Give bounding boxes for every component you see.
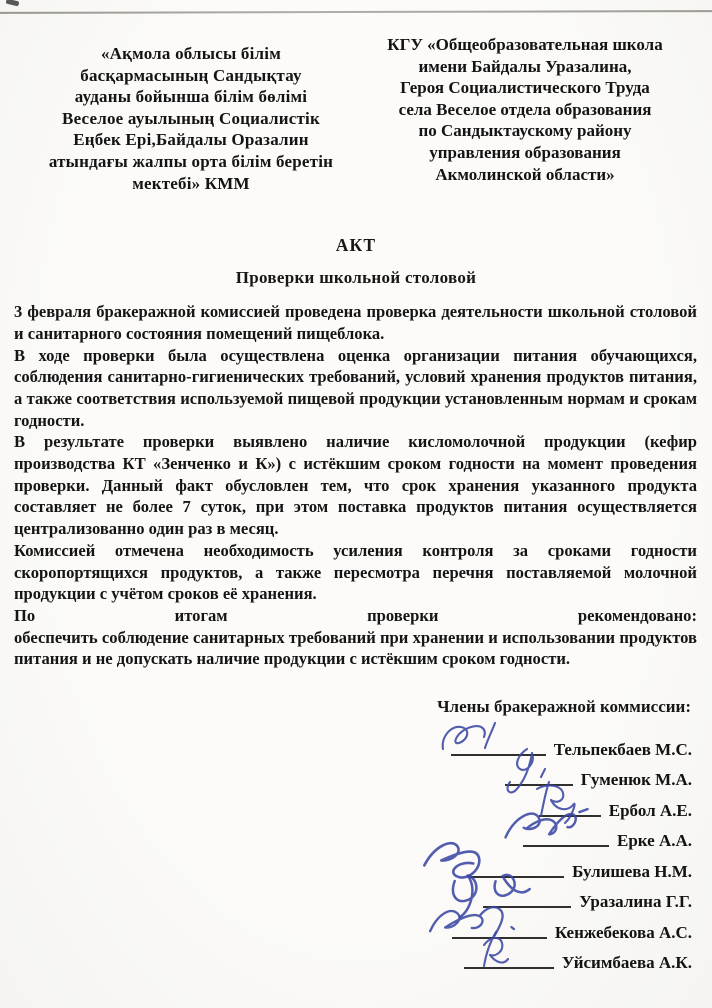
signatory-name: Кенжебекова А.С. (554, 922, 692, 942)
recommendation-intro-line: По итогам проверки рекомендовано: (14, 606, 697, 625)
signature-line (539, 814, 601, 817)
letterhead-line: Акмолинской области» (435, 164, 615, 184)
body-paragraph: В результате проверки выявлено наличие кисломолочной продукции (кефир производства КТ «Зенченко и К») с истёкшим сроком годности на момент проведения проверки. Данный факт обусловлен тем, что срок хранения указанного продукта составляет не более 7 суток, при этом поставка продуктов питания осуществляется централизованно один раз в месяц. (14, 432, 697, 539)
signature-row (0, 790, 692, 821)
letterhead-line: управления образования (429, 142, 621, 162)
signatory-name: Тельпекбаев М.С. (553, 739, 692, 759)
letterhead-line: села Веселое отдела образования (398, 99, 652, 119)
document-title: АКТ (335, 235, 377, 256)
letterhead-line: басқармасының Сандықтау (80, 65, 302, 85)
commission-label: Члены бракеражной коммиссии: (437, 697, 691, 717)
signatory-name: Ербол А.Е. (608, 800, 692, 820)
signature-row (0, 851, 692, 882)
signature-line (469, 875, 564, 878)
letterhead-russian (364, 34, 686, 194)
letterhead (0, 0, 712, 194)
body-paragraph: В ходе проверки была осуществлена оценка организации питания обучающихся, соблюдения санитарно-гигиенических требований, условий хранения продуктов питания, а также соответствия используемой пищевой продукции установленным нормам и срокам годности. (14, 345, 697, 430)
letterhead-line: атындағы жалпы орта білім беретін (48, 151, 334, 171)
letterhead-line: Еңбек Ері,Байдалы Оразалин (73, 130, 309, 150)
signature-row (0, 882, 692, 913)
signatory-name: Уразалина Г.Г. (579, 892, 692, 912)
signatory-name: Ерке А.А. (616, 831, 692, 851)
letterhead-line: ауданы бойынша білім бөлімі (74, 87, 308, 107)
signature-line (452, 936, 547, 939)
signature-row (0, 760, 692, 791)
signatory-name: Уйсимбаева А.К. (561, 953, 692, 973)
letterhead-kazakh (30, 43, 352, 194)
document-body (0, 301, 712, 670)
signature-line (464, 966, 554, 969)
letterhead-line: Героя Социалистического Труда (400, 78, 650, 98)
signature-row (0, 729, 692, 760)
body-paragraph: 3 февраля бракеражной комиссией проведена проверка деятельности школьной столовой и санитарного состояния помещений пищеблока. (14, 302, 697, 343)
signature-row (0, 943, 692, 974)
letterhead-line: «Ақмола облысы білім (100, 44, 281, 63)
signature-line (451, 753, 546, 756)
signature-line (483, 905, 571, 908)
document-subtitle: Проверки школьной столовой (235, 268, 477, 288)
letterhead-line: мектебі» КММ (132, 173, 250, 193)
letterhead-line: КГУ «Общеобразовательная школа (387, 35, 663, 54)
signature-block (0, 729, 712, 973)
signature-line (505, 783, 573, 786)
signatory-name: Булишева Н.М. (572, 861, 692, 881)
signature-line (523, 844, 609, 847)
signatory-name: Гуменюк М.А. (580, 770, 692, 790)
signature-row (0, 912, 692, 943)
body-paragraph: Комиссией отмечена необходимость усиления контроля за сроками годности скоропортящихся продуктов, а также пересмотра перечня поставляемой молочной продукции с учётом сроков её хранения. (14, 540, 697, 604)
letterhead-line: Веселое ауылының Социалистік (62, 108, 320, 128)
recommendation-text: обеспечить соблюдение санитарных требований при хранении и использовании продуктов питания и не допускать наличие продукции с истёкшим сроком годности. (14, 627, 697, 669)
letterhead-line: имени Байдалы Уразалина, (418, 56, 632, 76)
signature-row (0, 821, 692, 852)
letterhead-line: по Сандыктаускому району (418, 121, 632, 141)
